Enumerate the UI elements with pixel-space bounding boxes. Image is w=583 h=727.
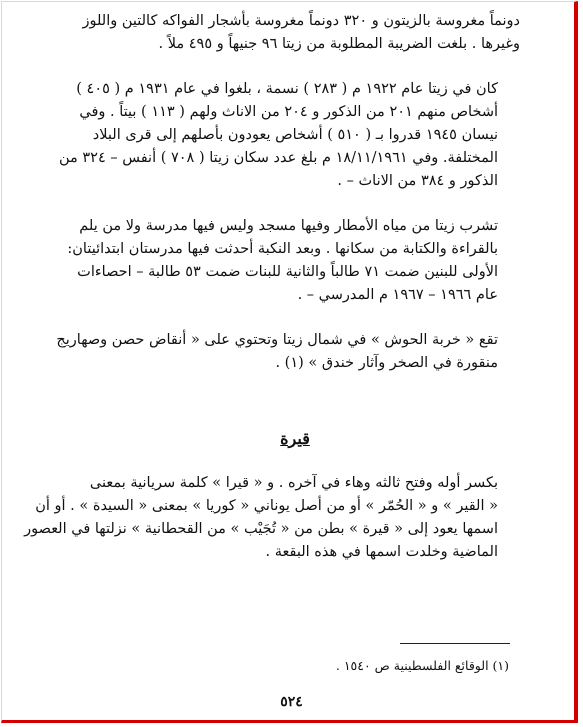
- text-line: منقورة في الصخر وآثار خندق » (١) .: [275, 355, 498, 371]
- text-line: « القير » و « الحُمّر » أو من أصل يوناني « كوريا » بمعنى « السيدة » . أو أن: [35, 498, 498, 514]
- text-line: كان في زيتا عام ١٩٢٢ م ( ٢٨٣ ) نسمة ، بلغوا في عام ١٩٣١ م ( ٤٠٥ ): [76, 81, 498, 97]
- text-line: أشخاص منهم ٢٠١ من الذكور و ٢٠٤ من الاناث ولهم ( ١١٣ ) بيتاً . وفي: [79, 104, 498, 120]
- text-line: الماضية وخلدت اسمها في هذه البقعة .: [265, 544, 498, 560]
- document-body: [24, 10, 520, 586]
- paragraph-qira: [24, 472, 520, 564]
- footnote-divider: [400, 643, 510, 644]
- paragraph-population: [58, 78, 520, 193]
- text-line: بكسر أوله وفتح ثالثه وهاء في آخره . و « قيرا » كلمة سريانية بمعنى: [89, 475, 498, 491]
- paragraph-khirbet-hawsh: [56, 329, 520, 375]
- page-number: ٥٢٤: [280, 694, 303, 710]
- text-line: عام ١٩٦٦ – ١٩٦٧ م المدرسي – .: [297, 287, 498, 303]
- text-line: بالقراءة والكتابة من سكانها . وبعد النكبة أحدثت فيها مدرستان ابتدائيتان:: [67, 241, 498, 257]
- section-heading: قيرة: [280, 429, 310, 448]
- paragraph-agriculture: [70, 10, 520, 56]
- paragraph-water-schools: [67, 215, 520, 307]
- text-line: الذكور و ٣٨٤ من الاناث – .: [337, 173, 498, 189]
- text-line: وغيرها . بلغت الضريبة المطلوبة من زيتا ٩٦ جنيهاً و ٤٩٥ ملاً .: [158, 36, 520, 52]
- text-line: تشرب زيتا من مياه الأمطار وفيها مسجد وليس فيها مدرسة ولا من يلم: [79, 218, 498, 234]
- text-line: اسمها يعود إلى « قيرة » بطن من « تُجَيْب » من القحطانية » نزلتها في العصور: [24, 521, 498, 537]
- text-line: دونماً مغروسة بالزيتون و ٣٢٠ دونماً مغروسة بأشجار الفواكه كالتين واللوز: [82, 13, 520, 29]
- text-line: المختلفة. وفي ١٨/١١/١٩٦١ م بلغ عدد سكان زيتا ( ٧٠٨ ) أنفس – ٣٢٤ من: [58, 150, 498, 166]
- text-line: نيسان ١٩٤٥ قدروا بـ ( ٥١٠ ) أشخاص يعودون بأصلهم إلى قرى البلاد: [92, 127, 498, 143]
- text-line: الأولى للبنين ضمت ٧١ طالباً والثانية للبنات ضمت ٥٣ طالبة – احصاءات: [77, 264, 498, 280]
- footnote: (١) الوقائع الفلسطينية ص ١٥٤٠ .: [335, 658, 509, 673]
- text-line: تقع « خربة الحوش » في شمال زيتا وتحتوي على « أنقاض حصن وصهاريج: [56, 332, 498, 348]
